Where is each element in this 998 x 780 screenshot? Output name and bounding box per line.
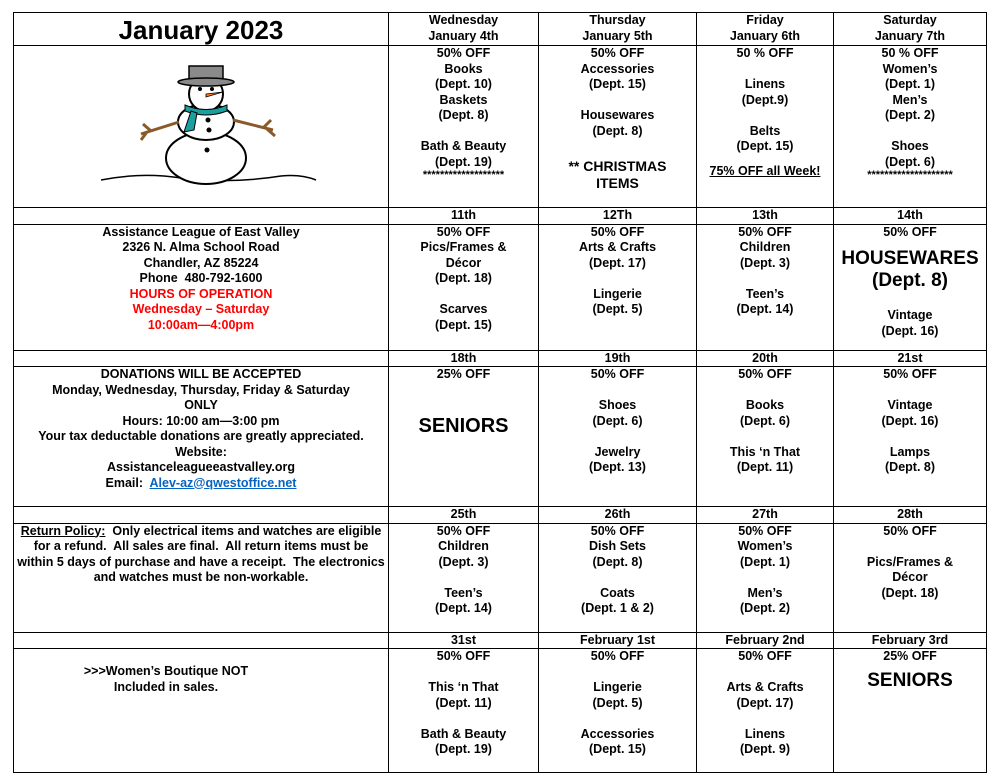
day-cell — [389, 224, 539, 350]
cell-text: SENIORS — [867, 669, 953, 691]
week-row — [14, 649, 987, 773]
snowman-image — [81, 62, 321, 192]
day-cell — [539, 523, 697, 632]
cell-text: Accessories — [580, 61, 655, 76]
cell-text: DONATIONS WILL BE ACCEPTED — [100, 367, 302, 381]
cell-text: (Dept. 6) — [740, 413, 790, 428]
cell-text: (Dept. 8) — [885, 460, 935, 474]
header-day — [389, 13, 539, 46]
cell-text: ** CHRISTMAS — [568, 157, 667, 174]
cell-text: Assistance League of East Valley — [102, 224, 300, 239]
cell-text: (Dept. 16) — [881, 323, 939, 338]
header-day — [539, 13, 697, 46]
cell-text: (Dept. 19) — [435, 742, 492, 756]
cell-text: Linens — [744, 726, 786, 741]
date-label: 18th — [389, 350, 539, 367]
day-cell — [697, 224, 834, 350]
cell-text: Shoes — [891, 139, 929, 153]
cell-text — [539, 665, 696, 681]
cell-text — [389, 124, 538, 140]
cell-text: Housewares — [580, 108, 655, 122]
cell-text: (Dept. 19) — [435, 154, 492, 169]
boutique-note-cell — [14, 649, 389, 773]
cell-text — [389, 570, 538, 586]
cell-text: (Dept. 8) — [592, 123, 643, 138]
cell-text: Arts & Crafts — [726, 680, 804, 694]
cell-text: January 7th — [874, 28, 946, 43]
cell-text: (Dept. 11) — [435, 695, 492, 710]
cell-text: (Dept. 17) — [589, 255, 646, 270]
cell-text: 25% OFF — [436, 367, 491, 381]
cell-text: Décor — [892, 570, 928, 584]
day-cell — [834, 224, 987, 350]
cell-text — [697, 108, 833, 124]
day-cell — [697, 367, 834, 507]
cell-text: Included in sales. — [113, 679, 219, 694]
cell-text: (Dept. 3) — [740, 255, 790, 270]
cell-text — [539, 139, 696, 155]
return-policy-text: Only electrical items and watches are eligible for a refund. All sales are final. All return items must be within 5 days of purchase and have a receipt. The electronics and watches must be non-workable. — [17, 523, 392, 584]
cell-text: Monday, Wednesday, Thursday, Friday & Saturday — [52, 382, 350, 397]
cell-text: (Dept. 8) — [592, 554, 643, 569]
cell-text — [389, 287, 538, 303]
table-cell — [14, 507, 389, 524]
cell-text: Lamps — [889, 444, 931, 459]
cell-text: 50% OFF — [883, 367, 937, 381]
cell-text: (Dept. 8) — [872, 270, 948, 291]
header-row — [14, 13, 987, 46]
cell-text: 75% OFF all Week! — [709, 163, 821, 178]
day-cell — [697, 649, 834, 773]
cell-text: Phone 480-792-1600 — [139, 271, 263, 285]
cell-text — [697, 271, 833, 287]
cell-text: Chandler, AZ 85224 — [143, 255, 259, 270]
cell-text: Lingerie — [593, 286, 642, 301]
cell-text: Arts & Crafts — [578, 240, 657, 254]
week-row — [14, 46, 987, 208]
cell-text: (Dept. 1) — [885, 77, 935, 91]
date-row — [14, 507, 987, 524]
date-label: 28th — [834, 507, 987, 524]
cell-text: SENIORS — [418, 414, 509, 437]
cell-text: Coats — [600, 585, 635, 600]
day-cell — [697, 523, 834, 632]
date-row — [14, 208, 987, 225]
cell-text: >>>Women’s Boutique NOT — [83, 664, 249, 678]
date-label: 11th — [389, 208, 539, 225]
email-link[interactable]: Alev-az@qwestoffice.net — [149, 475, 297, 490]
cell-text: Women’s — [737, 539, 793, 553]
cell-text: (Dept. 3) — [438, 554, 489, 569]
cell-text: 50% OFF — [590, 367, 645, 381]
cell-text: (Dept. 15) — [435, 317, 492, 332]
cell-text: Email: — [105, 475, 144, 490]
cell-text — [834, 383, 986, 399]
cell-text: 50% OFF — [436, 46, 491, 60]
return-policy-label: Return Policy: — [20, 523, 106, 538]
day-cell — [539, 46, 697, 208]
cell-text: Vintage — [887, 308, 933, 322]
cell-text: HOUSEWARES — [841, 248, 979, 269]
cell-text: ******************** — [867, 169, 953, 181]
calendar-table — [13, 12, 987, 773]
cell-text: Men’s — [892, 92, 928, 107]
date-label: 25th — [389, 507, 539, 524]
cell-text — [14, 476, 388, 492]
date-label: February 2nd — [697, 632, 834, 649]
cell-text: (Dept. 18) — [435, 271, 492, 285]
cell-text — [697, 570, 833, 586]
week-row — [14, 224, 987, 350]
cell-text: (Dept. 1 & 2) — [581, 601, 654, 615]
cell-text: Wednesday — [428, 13, 499, 27]
cell-text — [539, 93, 696, 109]
cell-text: 50% OFF — [590, 523, 645, 538]
cell-text — [539, 271, 696, 287]
cell-text — [834, 539, 986, 555]
calendar-title: January 2023 — [118, 15, 284, 45]
cell-text: (Dept. 15) — [589, 742, 646, 756]
date-label: 26th — [539, 507, 697, 524]
date-label: February 1st — [539, 632, 697, 649]
cell-text: Your tax deductable donations are greatly appreciated. — [38, 429, 364, 443]
date-label: February 3rd — [834, 632, 987, 649]
cell-text: Thursday — [589, 13, 646, 27]
cell-text: Pics/Frames & — [866, 554, 954, 569]
cell-text — [697, 383, 833, 399]
cell-text — [697, 665, 833, 681]
cell-text — [389, 665, 538, 681]
cell-text: Assistanceleagueeastvalley.org — [106, 460, 296, 474]
day-cell — [834, 46, 987, 208]
cell-text: 50% OFF — [883, 523, 937, 538]
date-label: 27th — [697, 507, 834, 524]
cell-text: 50 % OFF — [881, 46, 939, 60]
cell-text: This ‘n That — [729, 444, 801, 459]
cell-text: Women’s — [882, 61, 938, 76]
cell-text — [697, 429, 833, 445]
cell-text: Teen’s — [444, 585, 483, 600]
cell-text: Dish Sets — [589, 539, 646, 553]
date-label: 12Th — [539, 208, 697, 225]
week-row — [14, 523, 987, 632]
table-cell — [14, 208, 389, 225]
cell-text — [697, 711, 833, 727]
day-cell — [539, 649, 697, 773]
cell-text: Bath & Beauty — [420, 139, 507, 153]
cell-text — [697, 62, 833, 78]
header-day — [834, 13, 987, 46]
cell-text — [539, 429, 696, 445]
day-cell — [834, 649, 987, 773]
cell-text: (Dept. 2) — [740, 601, 790, 615]
cell-text: Children — [438, 539, 489, 553]
cell-text: (Dept. 5) — [592, 302, 643, 316]
cell-text: Baskets — [439, 92, 488, 107]
cell-text: Books — [444, 61, 483, 76]
day-cell — [697, 46, 834, 208]
day-cell — [834, 523, 987, 632]
cell-text: Pics/Frames & — [420, 240, 507, 254]
date-label: 14th — [834, 208, 987, 225]
date-label: 31st — [389, 632, 539, 649]
week-row — [14, 367, 987, 507]
cell-text: 50 % OFF — [736, 46, 794, 60]
day-cell — [539, 367, 697, 507]
calendar-title-cell — [14, 13, 389, 46]
cell-text: Saturday — [883, 13, 937, 27]
day-cell — [389, 523, 539, 632]
cell-text: (Dept. 18) — [881, 585, 939, 600]
cell-text: 2326 N. Alma School Road — [122, 240, 280, 254]
cell-text — [539, 570, 696, 586]
cell-text: Teen’s — [745, 286, 785, 301]
cell-text: 50% OFF — [738, 523, 792, 538]
cell-text: Lingerie — [593, 680, 642, 694]
cell-text: 50% OFF — [883, 224, 937, 239]
cell-text: (Dept. 13) — [589, 460, 646, 474]
cell-text: Vintage — [887, 398, 933, 412]
cell-text: 25% OFF — [883, 649, 937, 663]
cell-text: Wednesday – Saturday — [132, 302, 270, 316]
day-cell — [389, 46, 539, 208]
cell-text: ******************* — [422, 169, 505, 181]
day-cell — [389, 649, 539, 773]
cell-text: (Dept. 5) — [592, 695, 643, 710]
cell-text — [539, 383, 696, 399]
cell-text: (Dept. 8) — [438, 108, 489, 122]
cell-text: Jewelry — [594, 444, 641, 459]
day-cell — [539, 224, 697, 350]
table-cell — [14, 632, 389, 649]
cell-text: 50% OFF — [590, 46, 645, 60]
cell-text: (Dept. 1) — [740, 554, 790, 569]
cell-text: 50% OFF — [590, 649, 645, 663]
cell-text: (Dept. 11) — [736, 460, 794, 474]
cell-text: Men’s — [747, 585, 783, 600]
cell-text: (Dept. 15) — [736, 139, 794, 153]
cell-text: 50% OFF — [738, 367, 792, 381]
cell-text — [834, 429, 986, 445]
cell-text: (Dept. 2) — [885, 108, 935, 122]
cell-text: (Dept. 15) — [589, 77, 646, 91]
cell-text: (Dept. 17) — [736, 695, 794, 710]
cell-text: Hours: 10:00 am—3:00 pm — [122, 413, 280, 428]
donations-info-cell — [14, 367, 389, 507]
cell-text: Linens — [744, 77, 786, 91]
cell-text: (Dept. 6) — [885, 154, 935, 169]
cell-text: Accessories — [580, 726, 655, 741]
cell-text: (Dept. 10) — [435, 77, 492, 91]
date-row — [14, 632, 987, 649]
cell-text — [697, 155, 833, 164]
cell-text — [834, 124, 986, 140]
table-cell — [14, 350, 389, 367]
return-policy-cell — [14, 523, 392, 632]
cell-text: Décor — [445, 255, 482, 270]
cell-text: Scarves — [439, 302, 488, 316]
date-label: 13th — [697, 208, 834, 225]
cell-text — [834, 292, 986, 308]
date-label: 19th — [539, 350, 697, 367]
cell-text: (Dept. 16) — [881, 413, 939, 428]
cell-text: January 4th — [428, 28, 499, 43]
cell-text: This ‘n That — [428, 680, 499, 694]
cell-text: HOURS OF OPERATION — [129, 286, 273, 301]
cell-text — [14, 649, 388, 664]
cell-text: 50% OFF — [436, 224, 491, 239]
cell-text: 10:00am—4:00pm — [147, 317, 255, 332]
cell-text: Bath & Beauty — [420, 726, 507, 741]
cell-text: 50% OFF — [738, 224, 792, 239]
header-day — [697, 13, 834, 46]
cell-text: (Dept. 9) — [740, 742, 790, 756]
cell-text: 50% OFF — [738, 649, 792, 663]
cell-text: January 6th — [729, 28, 801, 43]
date-label: 21st — [834, 350, 987, 367]
cell-text: (Dept.9) — [741, 92, 789, 107]
cell-text — [389, 711, 538, 727]
cell-text: (Dept. 6) — [592, 413, 643, 428]
cell-text: ITEMS — [596, 174, 639, 191]
cell-text: 50% OFF — [590, 224, 645, 239]
cell-text: ONLY — [184, 398, 218, 412]
cell-text: Children — [739, 240, 791, 254]
day-cell — [834, 367, 987, 507]
cell-text: Friday — [746, 13, 784, 27]
cell-text: Belts — [749, 123, 781, 138]
contact-info-cell — [14, 224, 389, 350]
cell-text: (Dept. 14) — [435, 601, 492, 615]
cell-text: 50% OFF — [436, 649, 491, 663]
cell-text: Books — [745, 398, 785, 412]
cell-text: Shoes — [598, 398, 637, 412]
cell-text: 50% OFF — [436, 523, 491, 538]
date-row — [14, 350, 987, 367]
cell-text: January 5th — [582, 28, 653, 43]
snowman-cell — [14, 46, 389, 208]
cell-text: Website: — [175, 444, 227, 459]
cell-text: (Dept. 14) — [736, 302, 794, 316]
day-cell — [389, 367, 539, 507]
date-label: 20th — [697, 350, 834, 367]
cell-text — [539, 711, 696, 727]
